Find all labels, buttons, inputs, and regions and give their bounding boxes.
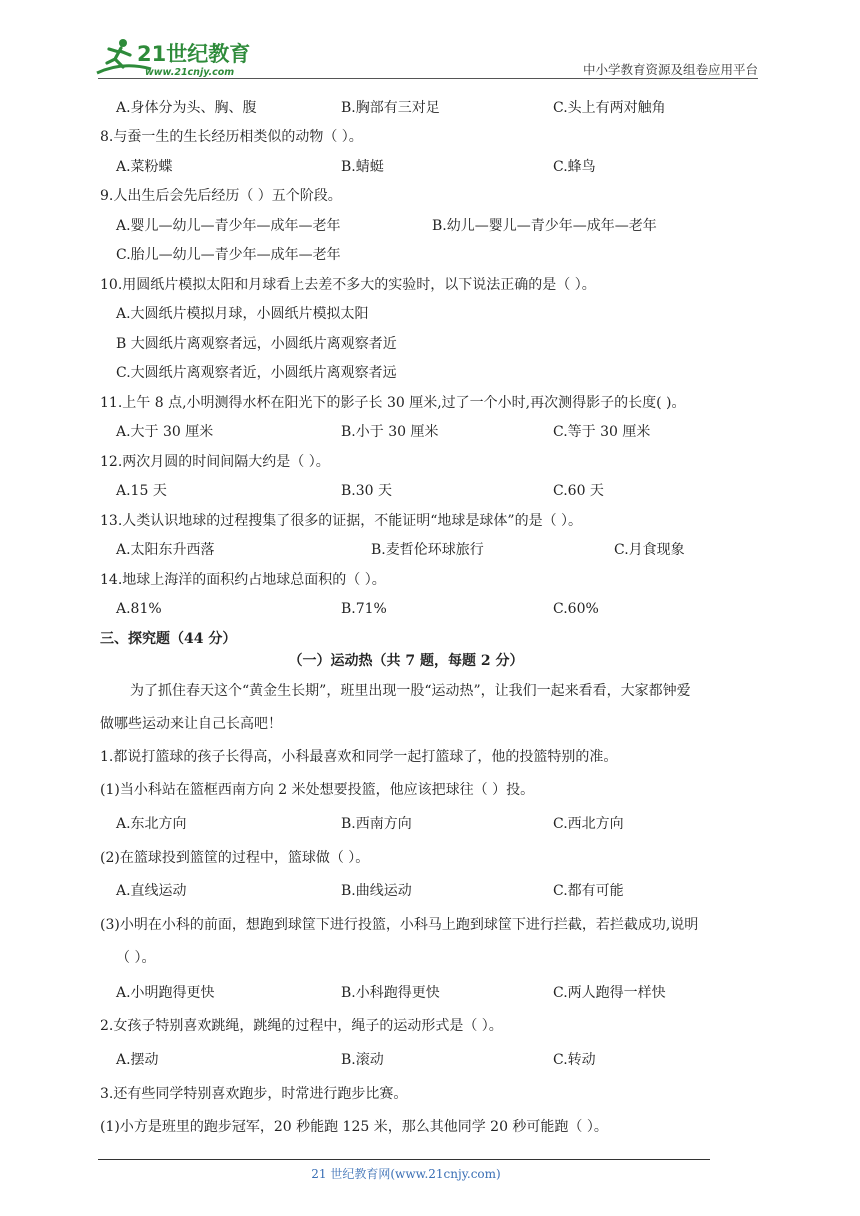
q7-option-c: C.头上有两对触角 [553, 100, 666, 116]
q12-option-b: B.30 天 [341, 483, 393, 499]
q9-option-a: A.婴儿—幼儿—青少年—成年—老年 [116, 218, 341, 234]
p2-stem: 2.女孩子特别喜欢跳绳，跳绳的过程中，绳子的运动形式是（ ）。 [100, 1018, 503, 1034]
p1-sub2-option-a: A.直线运动 [116, 883, 187, 899]
p1-sub3-option-b: B.小科跑得更快 [341, 985, 440, 1001]
p1-sub1-option-b: B.西南方向 [341, 816, 412, 832]
q12-option-a: A.15 天 [116, 483, 167, 499]
p1-sub3-option-c: C.两人跑得一样快 [553, 985, 666, 1001]
q10-option-a: A.大圆纸片模拟月球，小圆纸片模拟太阳 [116, 306, 369, 322]
q13-option-c: C.月食现象 [614, 542, 685, 558]
q8-option-a: A.菜粉蝶 [116, 159, 173, 175]
q10-stem: 10.用圆纸片模拟太阳和月球看上去差不多大的实验时，以下说法正确的是（ ）。 [100, 277, 596, 293]
p1-sub3: (3)小明在小科的前面，想跑到球筐下进行投篮，小科马上跑到球筐下进行拦截，若拦截成功,说明 [100, 917, 699, 933]
section3-title: 三、探究题（44 分） [100, 631, 237, 647]
q11-stem: 11.上午 8 点,小明测得水杯在阳光下的影子长 30 厘米,过了一个小时,再次测得影子的长度( )。 [100, 395, 686, 411]
p1-sub3-blank: （ ）。 [116, 950, 156, 966]
footer-divider [98, 1159, 710, 1160]
p1-stem: 1.都说打篮球的孩子长得高，小科最喜欢和同学一起打篮球了，他的投篮特别的准。 [100, 749, 618, 765]
q8-stem: 8.与蚕一生的生长经历相类似的动物（ ）。 [100, 129, 363, 145]
p3-stem: 3.还有些同学特别喜欢跑步，时常进行跑步比赛。 [100, 1086, 408, 1102]
p3-sub1: (1)小方是班里的跑步冠军，20 秒能跑 125 米，那么其他同学 20 秒可能跑（ ）。 [100, 1119, 608, 1135]
runner-logo-icon [93, 35, 263, 79]
q14-option-b: B.71% [341, 601, 387, 617]
q8-option-c: C.蜂鸟 [553, 159, 596, 175]
p2-option-c: C.转动 [553, 1052, 596, 1068]
q9-option-b: B.幼儿—婴儿—青少年—成年—老年 [432, 218, 657, 234]
q7-option-a: A.身体分为头、胸、腹 [116, 100, 257, 116]
p2-option-a: A.摆动 [116, 1052, 159, 1068]
q14-option-c: C.60% [553, 601, 599, 617]
q14-stem: 14.地球上海洋的面积约占地球总面积的（ ）。 [100, 572, 386, 588]
q10-option-c: C.大圆纸片离观察者近，小圆纸片离观察者远 [116, 365, 397, 381]
q10-option-b: B 大圆纸片离观察者远，小圆纸片离观察者近 [116, 336, 397, 352]
q11-option-c: C.等于 30 厘米 [553, 424, 651, 440]
q13-option-a: A.太阳东升西落 [116, 542, 215, 558]
section3-intro-line1: 为了抓住春天这个“黄金生长期”，班里出现一股“运动热”，让我们一起来看看，大家都钟爱 [130, 683, 691, 699]
q11-option-a: A.大于 30 厘米 [116, 424, 214, 440]
logo-text: 21世纪教育 [137, 42, 251, 66]
p1-sub1-option-a: A.东北方向 [116, 816, 187, 832]
q9-stem: 9.人出生后会先后经历（ ）五个阶段。 [100, 188, 342, 204]
logo-url: www.21cnjy.com [145, 67, 235, 78]
p1-sub2: (2)在篮球投到篮筐的过程中，篮球做（ ）。 [100, 850, 370, 866]
q7-option-b: B.胸部有三对足 [341, 100, 440, 116]
p2-option-b: B.滚动 [341, 1052, 384, 1068]
q13-option-b: B.麦哲伦环球旅行 [371, 542, 484, 558]
p1-sub3-option-a: A.小明跑得更快 [116, 985, 215, 1001]
q14-option-a: A.81% [116, 601, 162, 617]
p1-sub1: (1)当小科站在篮框西南方向 2 米处想要投篮，他应该把球往（ ）投。 [100, 782, 535, 798]
section3-subtitle: （一）运动热（共 7 题，每题 2 分） [288, 653, 524, 669]
p1-sub2-option-c: C.都有可能 [553, 883, 624, 899]
p1-sub2-option-b: B.曲线运动 [341, 883, 412, 899]
site-logo [93, 35, 263, 79]
platform-name: 中小学教育资源及组卷应用平台 [582, 62, 758, 77]
header-divider [98, 78, 758, 79]
footer-source: 21 世纪教育网(www.21cnjy.com) [311, 1167, 501, 1181]
p1-sub1-option-c: C.西北方向 [553, 816, 624, 832]
q9-option-c: C.胎儿—幼儿—青少年—成年—老年 [116, 247, 341, 263]
q11-option-b: B.小于 30 厘米 [341, 424, 439, 440]
q12-stem: 12.两次月圆的时间间隔大约是（ ）。 [100, 454, 330, 470]
q12-option-c: C.60 天 [553, 483, 604, 499]
q13-stem: 13.人类认识地球的过程搜集了很多的证据，不能证明“地球是球体”的是（ ）。 [100, 513, 583, 529]
section3-intro-line2: 做哪些运动来让自己长高吧！ [100, 716, 282, 732]
q8-option-b: B.蜻蜓 [341, 159, 384, 175]
